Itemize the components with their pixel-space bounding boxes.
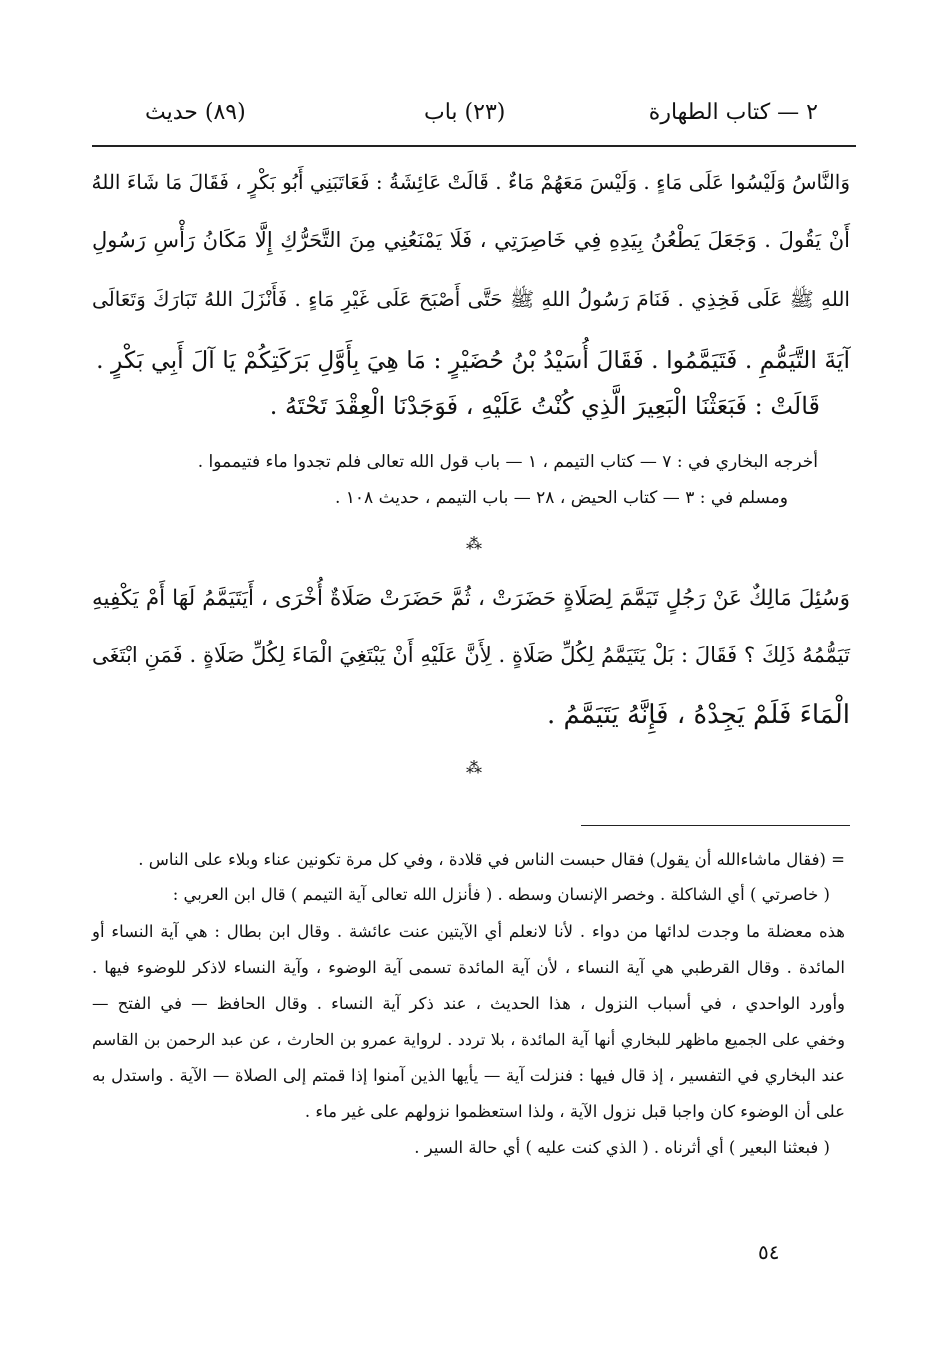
footnote-line: المائدة . وقال القرطبي هي آية النساء ، لأن آية المائدة تسمى آية الوضوء ، وآية النساء لاذكر للوضوء فيها . [92, 958, 845, 977]
hadith-number: (٨٩) حديث [145, 100, 246, 125]
main-text-line: قَالَتْ : فَبَعَثْنَا الْبَعِيرَ الَّذِي كُنْتُ عَلَيْهِ ، فَوَجَدْنَا الْعِقْدَ تَحْتَهُ . [269, 392, 820, 420]
masala-line: الْمَاءَ فَلَمْ يَجِدْهُ ، فَإِنَّهُ يَتَيَمَّمُ . [547, 700, 850, 730]
main-text-line: وَالنَّاسُ وَلَيْسُوا عَلَى مَاءٍ . وَلَيْسَ مَعَهُمْ مَاءٌ . قَالَتْ عَائِشَةُ : فَعَاتَبَنِي أَبُو بَكْرٍ ، فَقَالَ مَا شَاءَ اللهُ [91, 170, 850, 194]
header-rule [92, 145, 856, 147]
main-text-line: اللهِ ﷺ عَلَى فَخِذِي . فَنَامَ رَسُولُ اللهِ ﷺ حَتَّى أَصْبَحَ عَلَى غَيْرِ مَاءٍ . فَأَنْزَلَ اللهُ تَبَارَكَ وَتَعَالَى [92, 287, 850, 311]
chapter-title: ٢ — كتاب الطهارة [648, 100, 818, 125]
footnote-line: عند البخاري في التفسير ، إذ قال فيها : فنزلت آية — يأيها الذين آمنوا إذا قمتم إلى الصلاة — الآية . واستدل به [92, 1066, 845, 1085]
footnote-rule [581, 825, 850, 826]
separator-asterism: ⁂ [466, 534, 482, 553]
takhrij-line: ومسلم في : ٣ — كتاب الحيض ، ٢٨ — باب التيمم ، حديث ١٠٨ . [334, 488, 788, 508]
masala-line: تَيَمُّمُهُ ذَلِكَ ؟ فَقَالَ : بَلْ يَتَيَمَّمُ لِكُلِّ صَلَاةٍ . لِأَنَّ عَلَيْهِ أَنْ يَبْتَغِيَ الْمَاءَ لِكُلِّ صَلَاةٍ . فَمَنِ ابْتَغَى [92, 643, 850, 667]
main-text-line: آيَةَ التَّيَمُّمِ . فَتَيَمَّمُوا . فَقَالَ أُسَيْدُ بْنُ حُضَيْرٍ : مَا هِيَ بِأَوَّلِ بَرَكَتِكُمْ يَا آلَ أَبِي بَكْرٍ . [96, 346, 850, 374]
page-number: ٥٤ [758, 1240, 780, 1264]
footnote-line: ( فبعثنا البعير ) أي أثرناه . ( الذي كنت عليه ) أي حالة السير . [414, 1138, 830, 1157]
footnote-line: = (فقال ماشاءالله أن يقول) فقال حبست الناس في قلادة ، وفي كل مرة تكونين عناء وبلاء على الناس . [138, 850, 845, 869]
takhrij-line: أخرجه البخاري في : ٧ — كتاب التيمم ، ١ — باب قول الله تعالى فلم تجدوا ماء فتيمموا . [197, 452, 818, 472]
masala-line: وَسُئِلَ مَالِكٌ عَنْ رَجُلٍ تَيَمَّمَ لِصَلَاةٍ حَضَرَتْ ، ثُمَّ حَضَرَتْ صَلَاةٌ أُخْرَى ، أَيَتَيَمَّمُ لَهَا أَمْ يَكْفِيهِ [92, 586, 850, 611]
footnote-line: هذه معضلة ما وجدت لدائها من دواء . لأنا لانعلم أي الآيتين عنت عائشة . وقال ابن بطال : هي آية النساء أو [92, 922, 845, 941]
footnote-line: وخفي على الجميع ماظهر للبخاري أنها آية المائدة ، بلا تردد . لرواية عمرو بن الحارث ، عن عبد الرحمن بن القاسم [92, 1030, 845, 1049]
footnote-line: وأورد الواحدي ، في أسباب النزول ، هذا الحديث ، عند ذكر آية النساء . وقال الحافظ — في الفتح — [92, 994, 845, 1013]
footnote-line: ( خاصرتي ) أي الشاكلة . وخصر الإنسان وسطه . ( فأنزل الله تعالى آية التيمم ) قال ابن العربي : [172, 885, 830, 904]
footnote-line: على أن الوضوء كان واجبا قبل نزول الآية ، ولذا استعظموا نزولهم على غير ماء . [304, 1102, 845, 1121]
section-title: (٢٣) باب [424, 100, 506, 125]
main-text-line: أَنْ يَقُولَ . وَجَعَلَ يَطْعُنُ بِيَدِهِ فِي خَاصِرَتِي ، فَلَا يَمْنَعُنِي مِنَ التَّحَرُّكِ إِلَّا مَكَانُ رَأْسِ رَسُولِ [92, 228, 850, 252]
separator-asterism: ⁂ [466, 758, 482, 777]
